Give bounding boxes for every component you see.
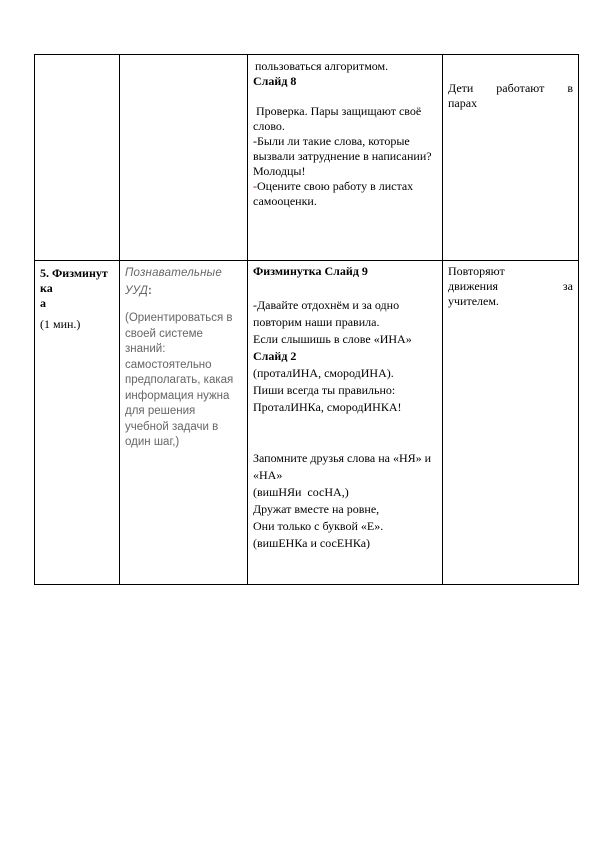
rest-text: -Давайте отдохнём и за одно повторим наши правила.	[253, 298, 400, 329]
slide2-label: Слайд 2	[253, 349, 297, 363]
table-row	[35, 261, 579, 585]
example1-text: (проталИНА, смородИНА).	[253, 366, 394, 380]
row2-uud-cell	[120, 261, 248, 585]
red-dash: -	[253, 179, 257, 193]
repeat-line2: движения за	[448, 279, 573, 293]
uud-description: (Ориентироваться в своей системе знаний: самостоятельно предполагать, какая информация нужна для решения учебной задачи в один шаг,)	[125, 312, 234, 448]
row1-teacher-cell	[248, 55, 443, 261]
stage-title: 5. Физминутка	[40, 266, 108, 295]
check-text: Проверка. Пары защищают своё слово.	[253, 104, 425, 133]
uud-title	[125, 263, 242, 299]
write-text: Пиши всегда ты правильно:	[253, 383, 396, 397]
example3-text: (вишНЯи сосНА,)	[253, 485, 349, 499]
example2-text: ПроталИНКа, смородИНКА!	[253, 400, 402, 414]
slide8-label: Слайд 8	[253, 74, 297, 88]
uud-title-text: Познавательные УУД	[125, 267, 222, 297]
table-row	[35, 55, 579, 261]
stage-duration: (1 мин.)	[40, 317, 81, 331]
row1-students-cell	[443, 55, 579, 261]
evaluate-line	[253, 179, 437, 209]
if-hear-text: Если слышишь в слове «ИНА»	[253, 332, 412, 346]
repeat-line3: учителем.	[448, 294, 499, 308]
praise-text: Молодцы!	[253, 164, 306, 178]
lesson-plan-table	[34, 54, 579, 585]
only-text: Они только с буквой «Е».	[253, 519, 384, 533]
fizminutka-title: Физминутка Слайд 9	[253, 264, 368, 278]
algorithm-line: пользоваться алгоритмом.	[255, 59, 389, 73]
row1-uud-cell	[120, 55, 248, 261]
friends-text: Дружат вместе на ровне,	[253, 502, 380, 516]
hard-words-question: -Были ли такие слова, которые вызвали затруднение в написании?	[253, 134, 432, 163]
row2-teacher-cell	[248, 261, 443, 585]
pairs-text-line1: Дети работают в	[448, 81, 573, 95]
row1-stage-cell	[35, 55, 120, 261]
example4-text: (вишЕНКа и сосЕНКа)	[253, 536, 371, 550]
row2-students-cell	[443, 261, 579, 585]
stage-title-tail: а	[40, 296, 46, 310]
repeat-line1: Повторяют	[448, 264, 505, 278]
evaluate-text: Оцените свою работу в листах самооценки.	[253, 179, 414, 208]
uud-title-colon: :	[148, 285, 153, 297]
pairs-text-line2: парах	[448, 96, 478, 110]
remember-text: Запомните друзья слова на «НЯ» и «НА»	[253, 451, 432, 482]
row2-stage-cell	[35, 261, 120, 585]
